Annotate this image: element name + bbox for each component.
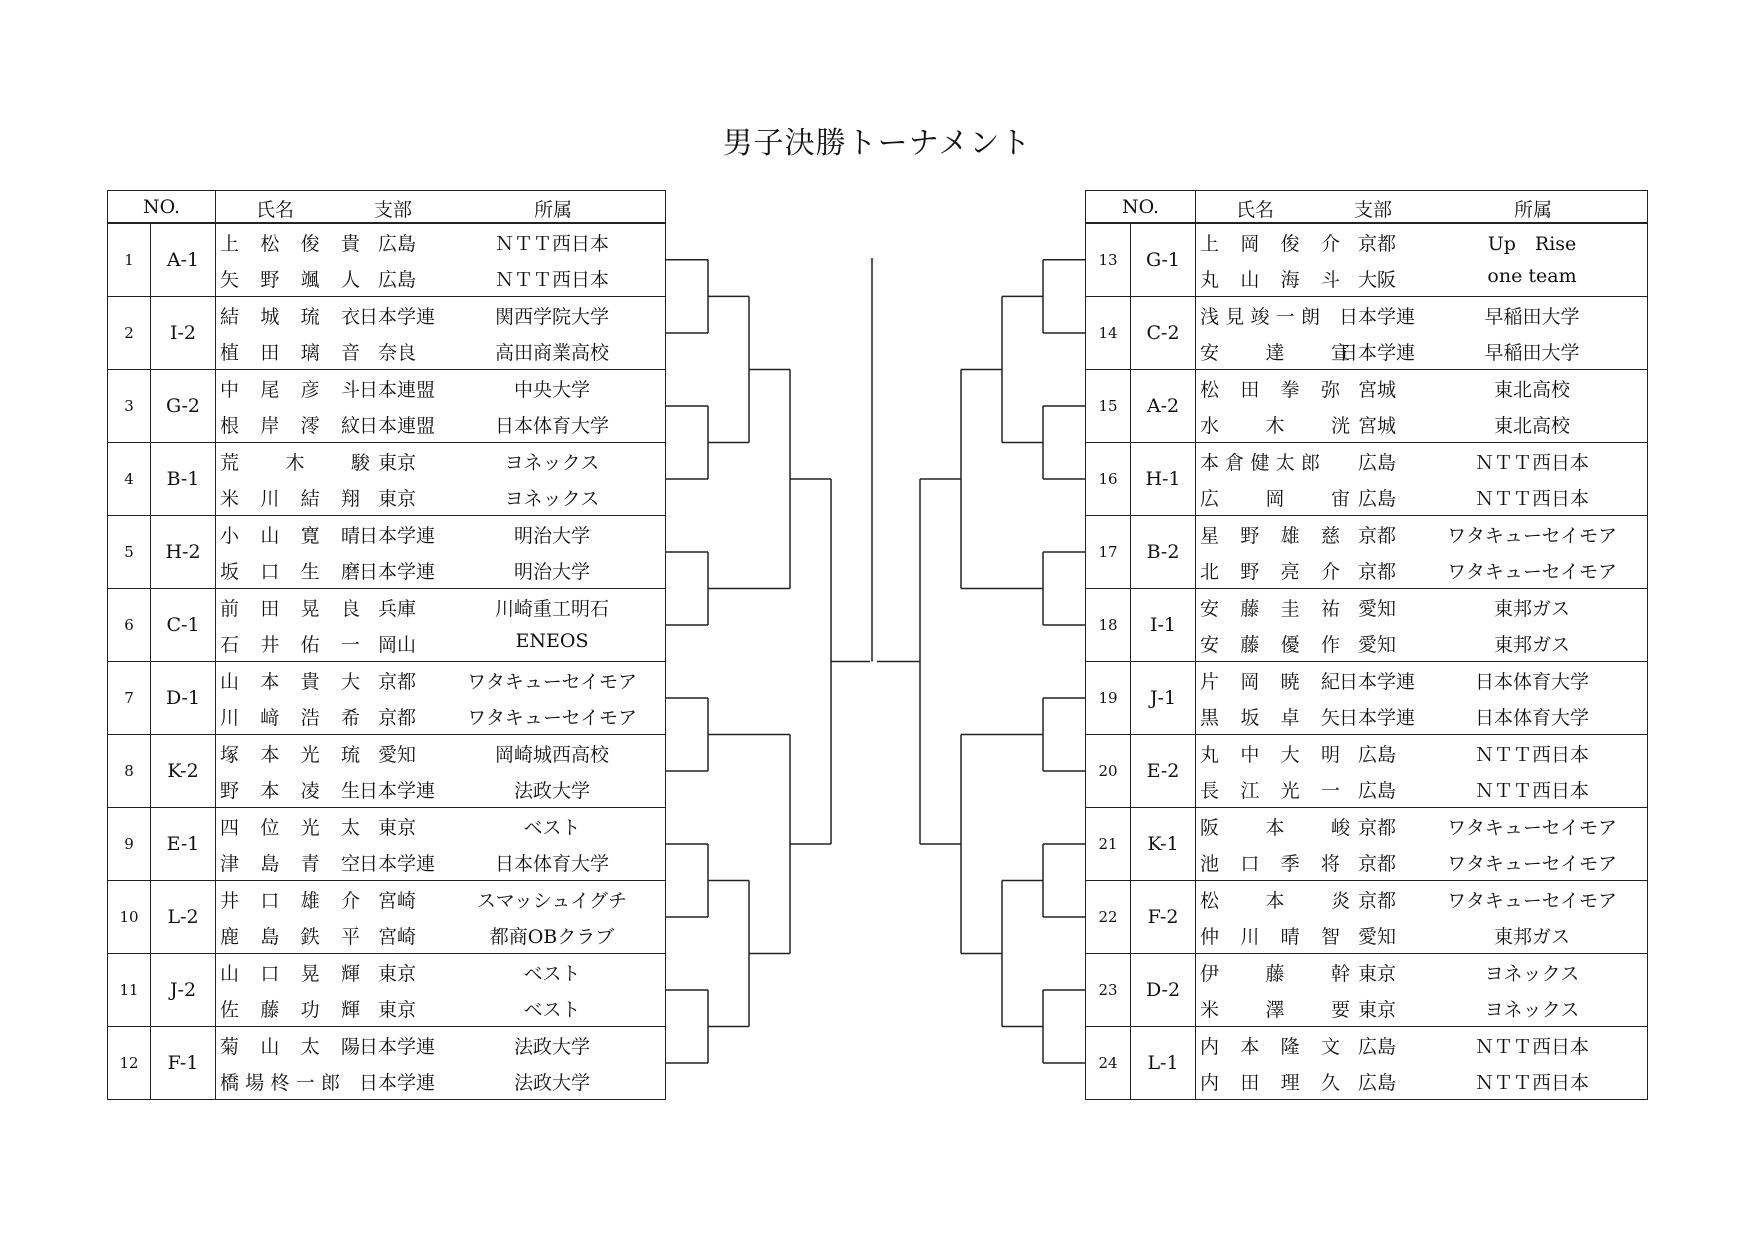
player-name: 塚本光琉 — [220, 744, 361, 766]
player-branch: 兵庫 — [378, 598, 417, 620]
header-club: 所属 — [1514, 199, 1553, 221]
player-cell — [1196, 223, 1648, 260]
header-branch: 支部 — [1354, 199, 1393, 221]
player-cell — [216, 479, 666, 516]
player-cell — [1196, 625, 1648, 662]
player-branch: 広島 — [378, 269, 417, 291]
seed-code: H-2 — [151, 516, 216, 589]
player-name: 内本隆文 — [1200, 1036, 1341, 1058]
player-club: ＮＴＴ西日本 — [1475, 780, 1590, 802]
player-club: 明治大学 — [514, 561, 591, 583]
player-name: 池口季将 — [1200, 853, 1341, 875]
player-name: 山本貴大 — [220, 671, 361, 693]
player-club: 日本体育大学 — [495, 853, 610, 875]
player-branch: 宮城 — [1358, 379, 1397, 401]
player-club: ヨネックス — [1484, 963, 1580, 985]
player-cell — [1196, 954, 1648, 991]
draw-number: 18 — [1086, 589, 1131, 662]
draw-number: 9 — [108, 808, 151, 881]
player-cell — [1196, 698, 1648, 735]
draw-number: 20 — [1086, 735, 1131, 808]
player-branch: 東京 — [378, 817, 417, 839]
player-cell — [1196, 443, 1648, 480]
player-club: ＮＴＴ西日本 — [1475, 488, 1590, 510]
player-name: 片岡暁紀 — [1200, 671, 1341, 693]
player-name: 安達宣 — [1200, 342, 1351, 364]
player-cell — [216, 771, 666, 808]
player-club: ＮＴＴ西日本 — [495, 233, 610, 255]
player-branch: 日本学連 — [359, 306, 436, 328]
draw-number: 5 — [108, 516, 151, 589]
player-name: 津島青空 — [220, 853, 361, 875]
player-row — [108, 589, 666, 626]
player-cell — [216, 370, 666, 407]
player-name: 星野雄慈 — [1200, 525, 1341, 547]
seed-code: L-1 — [1131, 1027, 1196, 1100]
player-branch: 宮崎 — [378, 926, 417, 948]
player-branch: 日本学連 — [359, 1072, 436, 1094]
player-branch: 広島 — [1358, 780, 1397, 802]
player-name: 結城琉衣 — [220, 306, 361, 328]
player-cell — [216, 223, 666, 260]
header-branch: 支部 — [374, 199, 413, 221]
player-club: 関西学院大学 — [495, 306, 610, 328]
draw-number: 11 — [108, 954, 151, 1027]
seed-code: D-2 — [1131, 954, 1196, 1027]
player-cell — [216, 662, 666, 699]
player-row — [1086, 297, 1648, 334]
table-header — [1086, 191, 1648, 224]
player-branch: 京都 — [1358, 525, 1397, 547]
player-name: 米川結翔 — [220, 488, 361, 510]
player-name: 内田理久 — [1200, 1072, 1341, 1094]
player-branch: 広島 — [1358, 452, 1397, 474]
player-cell — [1196, 552, 1648, 589]
seed-code: J-2 — [151, 954, 216, 1027]
player-cell — [1196, 406, 1648, 443]
player-cell — [1196, 516, 1648, 553]
player-club: 明治大学 — [514, 525, 591, 547]
player-name: 野本凌生 — [220, 780, 361, 802]
draw-number: 10 — [108, 881, 151, 954]
player-club: 早稲田大学 — [1484, 342, 1580, 364]
player-name: 中尾彦斗 — [220, 379, 361, 401]
draw-number: 1 — [108, 223, 151, 297]
player-name: 仲川晴智 — [1200, 926, 1341, 948]
player-club: ワタキューセイモア — [1447, 525, 1617, 547]
draw-number: 17 — [1086, 516, 1131, 589]
seed-code: H-1 — [1131, 443, 1196, 516]
player-club: ワタキューセイモア — [1447, 853, 1617, 875]
player-cell — [1196, 662, 1648, 699]
player-cell — [1196, 771, 1648, 808]
player-name: 伊藤幹 — [1200, 963, 1351, 985]
draw-number: 6 — [108, 589, 151, 662]
player-club: 法政大学 — [514, 1036, 591, 1058]
seed-code: K-2 — [151, 735, 216, 808]
player-club: ＮＴＴ西日本 — [495, 269, 610, 291]
player-name: 菊山太陽 — [220, 1036, 361, 1058]
player-cell — [216, 808, 666, 845]
player-row — [108, 1027, 666, 1064]
header-club: 所属 — [534, 199, 573, 221]
draw-number: 15 — [1086, 370, 1131, 443]
seed-code: F-1 — [151, 1027, 216, 1100]
draw-number: 8 — [108, 735, 151, 808]
player-cell — [1196, 333, 1648, 370]
draw-number: 12 — [108, 1027, 151, 1100]
player-cell — [216, 990, 666, 1027]
player-row — [1086, 443, 1648, 480]
player-name: 橋場柊一郎 — [220, 1072, 341, 1094]
player-name: 川﨑浩希 — [220, 707, 361, 729]
player-name: 黒坂卓矢 — [1200, 707, 1341, 729]
player-name: 長江光一 — [1200, 780, 1341, 802]
player-club: ワタキューセイモア — [467, 707, 637, 729]
seed-code: G-1 — [1131, 223, 1196, 297]
draw-table-right — [1085, 190, 1648, 1100]
player-name: 米澤要 — [1200, 999, 1351, 1021]
player-cell — [1196, 881, 1648, 918]
player-row — [108, 443, 666, 480]
player-name: 植田璃音 — [220, 342, 361, 364]
player-cell — [216, 735, 666, 772]
player-branch: 広島 — [1358, 488, 1397, 510]
player-cell — [216, 552, 666, 589]
draw-number: 7 — [108, 662, 151, 735]
player-cell — [1196, 917, 1648, 954]
player-branch: 京都 — [378, 671, 417, 693]
draw-number: 16 — [1086, 443, 1131, 516]
player-name: 矢野颯人 — [220, 269, 361, 291]
player-club: ワタキューセイモア — [1447, 890, 1617, 912]
player-club: ＮＴＴ西日本 — [1475, 1036, 1590, 1058]
player-branch: 広島 — [1358, 1072, 1397, 1094]
player-cell — [1196, 297, 1648, 334]
player-cell — [1196, 808, 1648, 845]
player-branch: 日本学連 — [359, 525, 436, 547]
player-club: ワタキューセイモア — [467, 671, 637, 693]
seed-code: I-1 — [1131, 589, 1196, 662]
player-name: 浅見竣一朗 — [1200, 306, 1321, 328]
player-cell — [216, 844, 666, 881]
player-row — [1086, 516, 1648, 553]
player-club: 法政大学 — [514, 1072, 591, 1094]
player-club: ワタキューセイモア — [1447, 817, 1617, 839]
seed-code: B-2 — [1131, 516, 1196, 589]
player-club: 東邦ガス — [1494, 634, 1571, 656]
player-name: 四位光太 — [220, 817, 361, 839]
player-branch: 大阪 — [1358, 269, 1397, 291]
player-name: 上松俊貴 — [220, 233, 361, 255]
seed-code: L-2 — [151, 881, 216, 954]
player-row — [108, 516, 666, 553]
player-branch: 岡山 — [378, 634, 417, 656]
player-cell — [1196, 1027, 1648, 1064]
player-cell — [216, 443, 666, 480]
player-name: 水木洸 — [1200, 415, 1351, 437]
player-name: 小山寛晴 — [220, 525, 361, 547]
player-club: ベスト — [523, 963, 581, 985]
player-name: 鹿島鉄平 — [220, 926, 361, 948]
player-row — [108, 223, 666, 260]
player-cell — [216, 406, 666, 443]
player-name: 松田拳弥 — [1200, 379, 1341, 401]
header-name: 氏名 — [256, 199, 295, 221]
player-row — [1086, 589, 1648, 626]
player-row — [1086, 808, 1648, 845]
player-name: 阪本峻 — [1200, 817, 1351, 839]
draw-number: 14 — [1086, 297, 1131, 370]
player-club: スマッシュイグチ — [476, 890, 628, 912]
seed-code: G-2 — [151, 370, 216, 443]
player-branch: 日本学連 — [1339, 671, 1416, 693]
player-branch: 日本学連 — [1339, 342, 1416, 364]
player-name: 山口晃輝 — [220, 963, 361, 985]
seed-code: A-1 — [151, 223, 216, 297]
player-club: 東邦ガス — [1494, 926, 1571, 948]
player-cell — [216, 260, 666, 297]
player-branch: 東京 — [1358, 999, 1397, 1021]
player-name: 安藤優作 — [1200, 634, 1341, 656]
player-name: 本倉健太郎 — [1200, 452, 1321, 474]
player-cell — [216, 1027, 666, 1064]
player-branch: 日本連盟 — [359, 379, 436, 401]
header-no: NO. — [108, 191, 216, 224]
player-cell — [216, 297, 666, 334]
draw-number: 4 — [108, 443, 151, 516]
player-branch: 日本学連 — [359, 780, 436, 802]
player-cell — [1196, 844, 1648, 881]
player-cell — [216, 917, 666, 954]
player-branch: 京都 — [1358, 561, 1397, 583]
seed-code: D-1 — [151, 662, 216, 735]
player-branch: 広島 — [1358, 744, 1397, 766]
player-branch: 東京 — [378, 452, 417, 474]
seed-code: K-1 — [1131, 808, 1196, 881]
player-club: 中央大学 — [514, 379, 591, 401]
player-row — [1086, 223, 1648, 260]
player-branch: 京都 — [1358, 890, 1397, 912]
player-club: ＮＴＴ西日本 — [1475, 744, 1590, 766]
player-branch: 京都 — [378, 707, 417, 729]
seed-code: C-2 — [1131, 297, 1196, 370]
seed-code: C-1 — [151, 589, 216, 662]
player-name: 坂口生磨 — [220, 561, 361, 583]
player-row — [108, 297, 666, 334]
player-branch: 京都 — [1358, 817, 1397, 839]
player-branch: 日本学連 — [1339, 707, 1416, 729]
page-title: 男子決勝トーナメント — [722, 126, 1032, 161]
draw-table-left — [107, 190, 666, 1100]
player-club: ワタキューセイモア — [1447, 561, 1617, 583]
player-cell — [216, 698, 666, 735]
player-branch: 日本連盟 — [359, 415, 436, 437]
player-name: 松本炎 — [1200, 890, 1351, 912]
player-row — [1086, 662, 1648, 699]
player-branch: 日本学連 — [1339, 306, 1416, 328]
player-club: 日本体育大学 — [1475, 671, 1590, 693]
player-branch: 奈良 — [378, 342, 417, 364]
draw-number: 21 — [1086, 808, 1131, 881]
player-cell — [216, 954, 666, 991]
player-name: 北野亮介 — [1200, 561, 1341, 583]
player-club: 川崎重工明石 — [495, 598, 610, 620]
player-club: Up Rise — [1487, 233, 1577, 255]
player-row — [1086, 954, 1648, 991]
player-name: 佐藤功輝 — [220, 999, 361, 1021]
player-club: one team — [1487, 265, 1577, 287]
player-cell — [1196, 370, 1648, 407]
player-name: 安藤圭祐 — [1200, 598, 1341, 620]
player-branch: 東京 — [378, 488, 417, 510]
player-cell — [216, 881, 666, 918]
seed-code: A-2 — [1131, 370, 1196, 443]
player-row — [108, 735, 666, 772]
player-row — [108, 954, 666, 991]
player-branch: 愛知 — [1358, 634, 1397, 656]
player-cell — [216, 333, 666, 370]
table-header — [108, 191, 666, 224]
header-no: NO. — [1086, 191, 1196, 224]
player-club: 岡崎城西高校 — [495, 744, 610, 766]
player-club: 日本体育大学 — [495, 415, 610, 437]
player-name: 丸山海斗 — [1200, 269, 1341, 291]
player-club: 東邦ガス — [1494, 598, 1571, 620]
draw-number: 19 — [1086, 662, 1131, 735]
draw-number: 2 — [108, 297, 151, 370]
player-cell — [1196, 990, 1648, 1027]
seed-code: J-1 — [1131, 662, 1196, 735]
player-cell — [216, 589, 666, 626]
player-cell — [216, 516, 666, 553]
player-club: ＮＴＴ西日本 — [1475, 1072, 1590, 1094]
player-club: 東北高校 — [1494, 379, 1571, 401]
player-branch: 宮崎 — [378, 890, 417, 912]
player-name: 根岸澪紋 — [220, 415, 361, 437]
player-branch: 宮城 — [1358, 415, 1397, 437]
player-branch: 愛知 — [378, 744, 417, 766]
player-club: ＮＴＴ西日本 — [1475, 452, 1590, 474]
player-branch: 東京 — [378, 999, 417, 1021]
player-row — [108, 370, 666, 407]
seed-code: B-1 — [151, 443, 216, 516]
player-club: ヨネックス — [504, 488, 600, 510]
player-club: ENEOS — [515, 630, 589, 652]
player-cell — [1196, 260, 1648, 297]
player-branch: 東京 — [378, 963, 417, 985]
player-cell — [1196, 735, 1648, 772]
player-club: 都商OBクラブ — [489, 926, 615, 948]
draw-number: 3 — [108, 370, 151, 443]
player-club: 高田商業高校 — [495, 342, 610, 364]
player-cell — [1196, 1063, 1648, 1100]
player-row — [108, 808, 666, 845]
draw-number: 23 — [1086, 954, 1131, 1027]
player-name: 井口雄介 — [220, 890, 361, 912]
player-club: 早稲田大学 — [1484, 306, 1580, 328]
seed-code: F-2 — [1131, 881, 1196, 954]
draw-number: 22 — [1086, 881, 1131, 954]
player-row — [108, 662, 666, 699]
player-club: 法政大学 — [514, 780, 591, 802]
player-row — [108, 881, 666, 918]
player-club: ベスト — [523, 999, 581, 1021]
player-name: 荒木駿 — [220, 452, 371, 474]
player-row — [1086, 735, 1648, 772]
player-cell — [1196, 479, 1648, 516]
player-cell — [216, 625, 666, 662]
player-branch: 東京 — [1358, 963, 1397, 985]
player-name: 前田晃良 — [220, 598, 361, 620]
player-cell — [1196, 589, 1648, 626]
player-row — [1086, 881, 1648, 918]
seed-code: E-1 — [151, 808, 216, 881]
player-branch: 京都 — [1358, 853, 1397, 875]
player-branch: 京都 — [1358, 233, 1397, 255]
player-club: ベスト — [523, 817, 581, 839]
player-club: 日本体育大学 — [1475, 707, 1590, 729]
header-player — [1196, 191, 1648, 224]
draw-number: 13 — [1086, 223, 1131, 297]
player-branch: 広島 — [378, 233, 417, 255]
player-name: 上岡俊介 — [1200, 233, 1341, 255]
player-branch: 日本学連 — [359, 561, 436, 583]
player-branch: 愛知 — [1358, 926, 1397, 948]
draw-number: 24 — [1086, 1027, 1131, 1100]
header-name: 氏名 — [1236, 199, 1275, 221]
seed-code: E-2 — [1131, 735, 1196, 808]
player-name: 広岡宙 — [1200, 488, 1351, 510]
seed-code: I-2 — [151, 297, 216, 370]
player-branch: 広島 — [1358, 1036, 1397, 1058]
header-player — [216, 191, 666, 224]
player-branch: 日本学連 — [359, 853, 436, 875]
player-name: 石井佑一 — [220, 634, 361, 656]
player-branch: 愛知 — [1358, 598, 1397, 620]
player-row — [1086, 370, 1648, 407]
player-name: 丸中大明 — [1200, 744, 1341, 766]
player-row — [1086, 1027, 1648, 1064]
player-club: ヨネックス — [1484, 999, 1580, 1021]
player-branch: 日本学連 — [359, 1036, 436, 1058]
player-club: ヨネックス — [504, 452, 600, 474]
player-club: 東北高校 — [1494, 415, 1571, 437]
player-cell — [216, 1063, 666, 1100]
